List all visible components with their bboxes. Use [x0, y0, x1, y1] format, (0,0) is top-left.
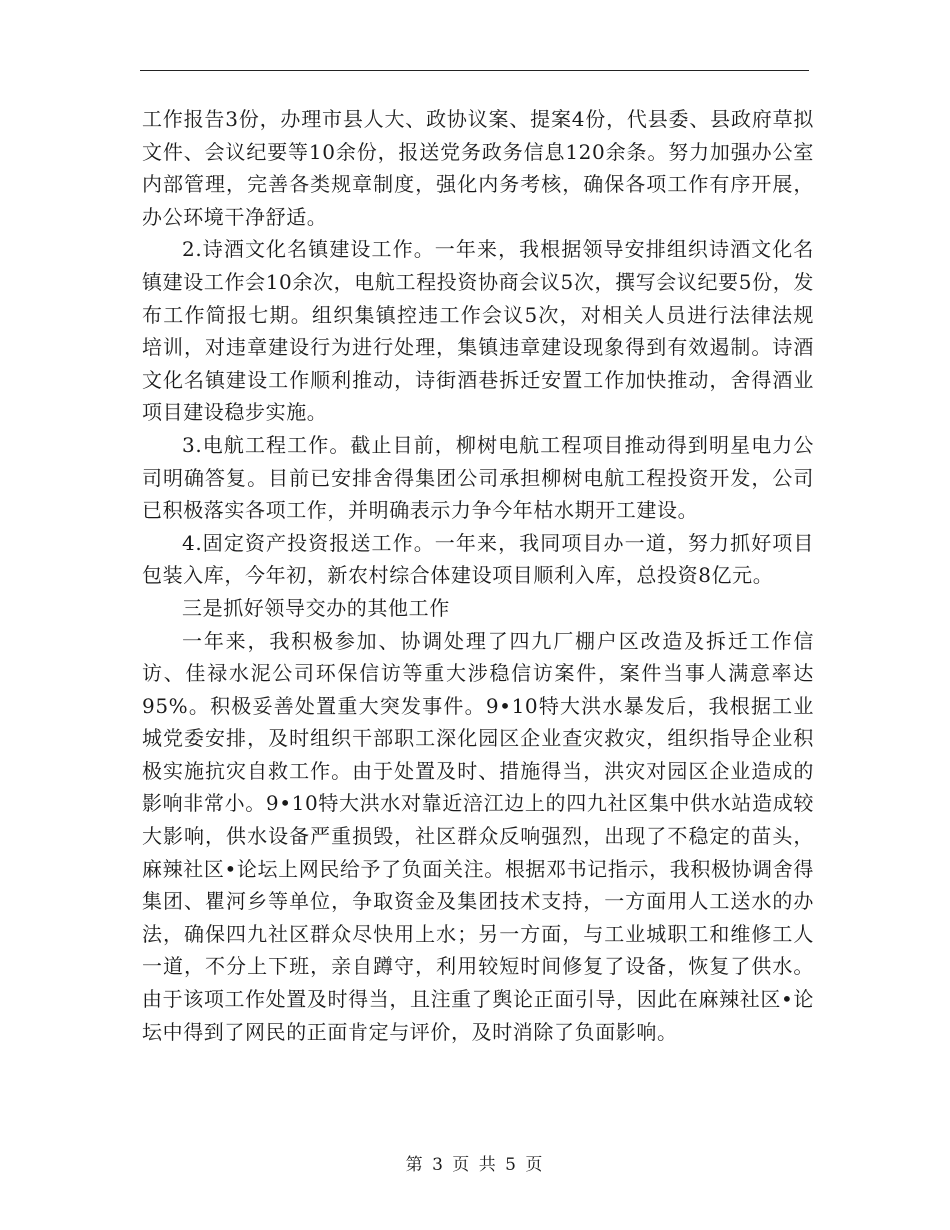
document-body [142, 103, 814, 1048]
paragraph-item-3: 3.电航工程工作。截止目前，柳树电航工程项目推动得到明星电力公司明确答复。目前已安排舍得集团公司承担柳树电航工程投资开发，公司已积极落实各项工作，并明确表示力争今年枯水期开工建设。 [142, 432, 814, 523]
page-number: 第 3 页 共 5 页 [405, 1155, 545, 1175]
header-rule [140, 70, 809, 71]
paragraph-item-4: 4.固定资产投资报送工作。一年来，我同项目办一道，努力抓好项目包装入库，今年初，新农村综合体建设项目顺利入库，总投资8亿元。 [142, 530, 814, 588]
paragraph-item-2: 2.诗酒文化名镇建设工作。一年来，我根据领导安排组织诗酒文化名镇建设工作会10余次，电航工程投资协商会议5次，撰写会议纪要5份，发布工作简报七期。组织集镇控违工作会议5次，对相关人员进行法律法规培训，对违章建设行为进行处理，集镇违章建设现象得到有效遏制。诗酒文化名镇建设工作顺利推动，诗街酒巷拆迁安置工作加快推动，舍得酒业项目建设稳步实施。 [142, 237, 814, 425]
section-heading: 三是抓好领导交办的其他工作 [182, 595, 450, 620]
paragraph-other-work: 一年来，我积极参加、协调处理了四九厂棚户区改造及拆迁工作信访、佳禄水泥公司环保信访等重大涉稳信访案件，案件当事人满意率达95%。积极妥善处置重大突发事件。9•10特大洪水暴发后，我根据工业城党委安排，及时组织干部职工深化园区企业查灾救灾，组织指导企业积极实施抗灾自救工作。由于处置及时、措施得当，洪灾对园区企业造成的影响非常小。9•10特大洪水对靠近涪江边上的四九社区集中供水站造成较大影响，供水设备严重损毁，社区群众反响强烈，出现了不稳定的苗头，麻辣社区•论坛上网民给予了负面关注。根据邓书记指示，我积极协调舍得集团、瞿河乡等单位，争取资金及集团技术支持，一方面用人工送水的办法，确保四九社区群众尽快用上水；另一方面，与工业城职工和维修工人一道，不分上下班，亲自蹲守，利用较短时间修复了设备，恢复了供水。由于该项工作处置及时得当，且注重了舆论正面引导，因此在麻辣社区•论坛中得到了网民的正面肯定与评价，及时消除了负面影响。 [142, 628, 814, 1044]
paragraph-continuation: 工作报告3份，办理市县人大、政协议案、提案4份，代县委、县政府草拟文件、会议纪要等10余份，报送党务政务信息120余条。努力加强办公室内部管理，完善各类规章制度，强化内务考核，确保各项工作有序开展，办公环境干净舒适。 [142, 107, 814, 229]
